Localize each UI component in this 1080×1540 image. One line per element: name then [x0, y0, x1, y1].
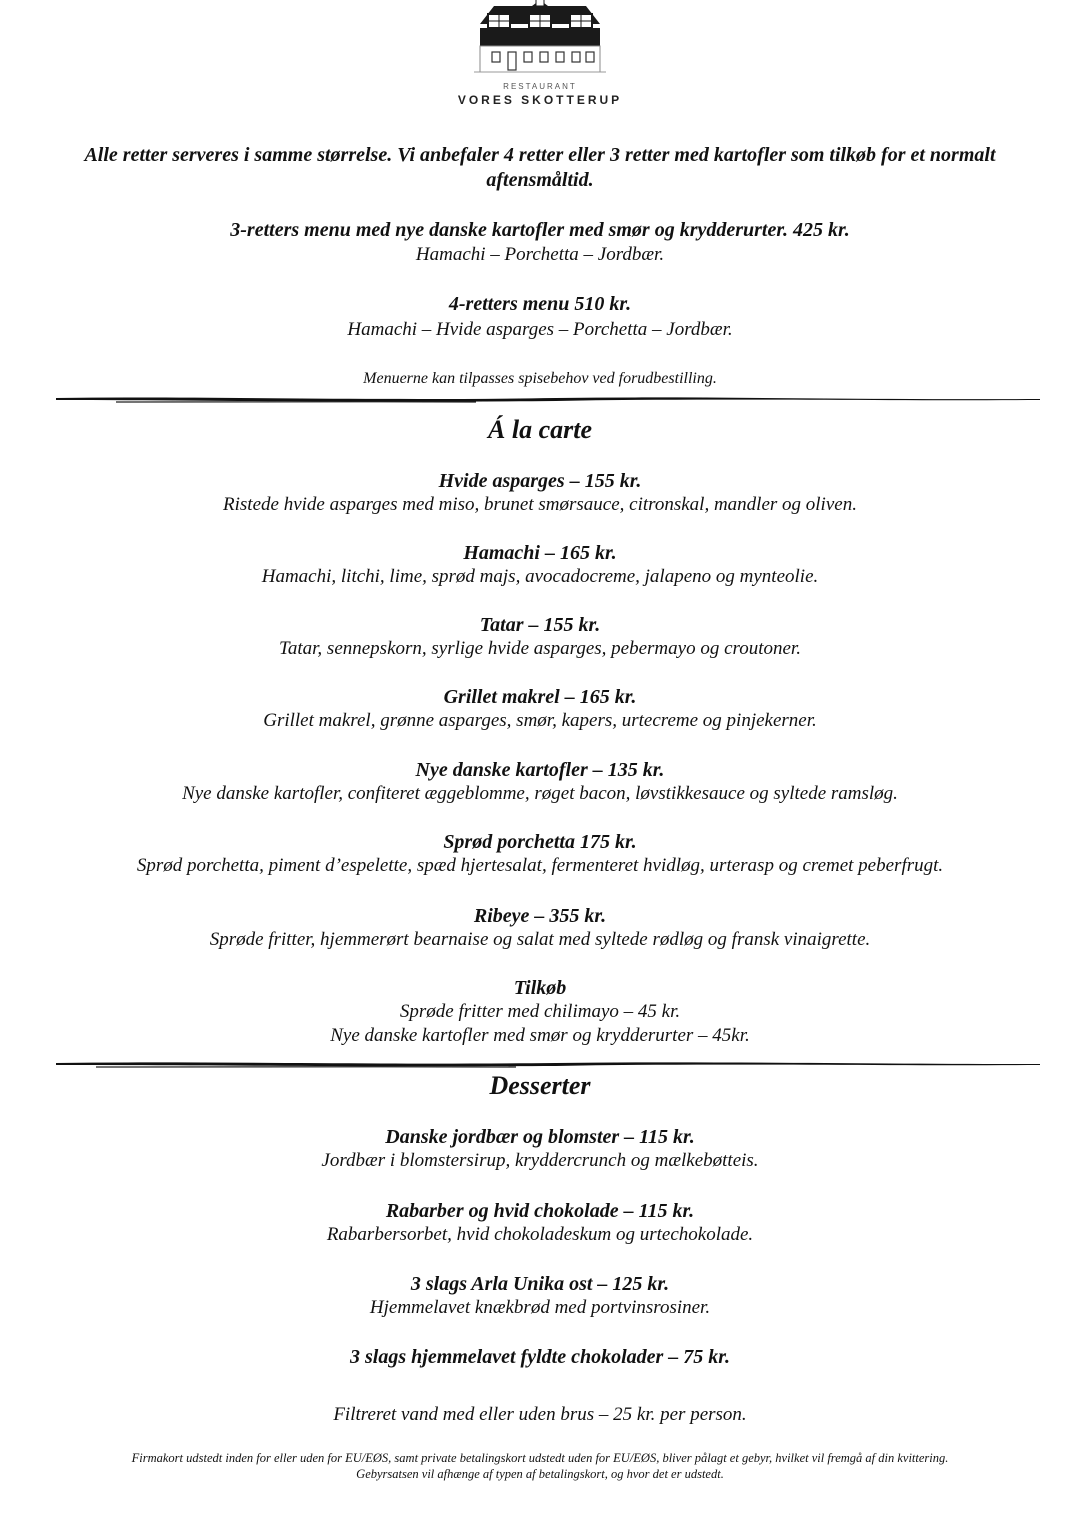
logo-name: VORES SKOTTERUP	[457, 93, 623, 107]
dish-title: Hvide asparges – 155 kr.	[438, 470, 642, 492]
dish-description: Sprød porchetta, piment d’espelette, spæd hjertesalat, fermenteret hvidløg, urterasp og cremet peberfrugt.	[136, 855, 944, 876]
dish-description: Grillet makrel, grønne asparges, smør, kapers, urtecreme og pinjekerner.	[263, 710, 817, 731]
dish-title: Hamachi – 165 kr.	[463, 542, 617, 564]
dish-description: Tatar, sennepskorn, syrlige hvide asparges, pebermayo og croutoner.	[279, 638, 801, 659]
dessert-description: Rabarbersorbet, hvid chokoladeskum og urtechokolade.	[326, 1224, 754, 1245]
restaurant-logo	[440, 0, 640, 110]
water-note: Filtreret vand med eller uden brus – 25 kr. per person.	[333, 1404, 747, 1425]
brush-divider	[56, 1058, 1040, 1070]
footer-line: Gebyrsatsen vil afhænge af typen af betalingskort, og hvor det er udstedt.	[356, 1467, 724, 1481]
dish-title: Grillet makrel – 165 kr.	[443, 686, 637, 708]
alacarte-heading: Á la carte	[488, 415, 592, 444]
dessert-title: 3 slags hjemmelavet fyldte chokolader – 75 kr.	[350, 1346, 730, 1368]
intro-text: Alle retter serveres i samme størrelse. Vi anbefaler 4 retter eller 3 retter med kartofler som tilkøb for et normalt aftensmåltid.	[84, 144, 996, 191]
desserts-heading: Desserter	[489, 1071, 591, 1100]
dish-title: Sprød porchetta 175 kr.	[443, 831, 637, 853]
dish-title: Nye danske kartofler – 135 kr.	[415, 759, 665, 781]
extras-title: Tilkøb	[513, 977, 567, 999]
house-icon	[474, 0, 606, 78]
dish-description: Nye danske kartofler, confiteret æggeblomme, røget bacon, løvstikkesauce og syltede ramsløg.	[182, 783, 898, 804]
menu-3-courses: Hamachi – Porchetta – Jordbær.	[415, 244, 665, 265]
dessert-title: Rabarber og hvid chokolade – 115 kr.	[385, 1200, 695, 1222]
dessert-title: Danske jordbær og blomster – 115 kr.	[385, 1126, 695, 1148]
dish-description: Hamachi, litchi, lime, sprød majs, avocadocreme, jalapeno og mynteolie.	[261, 566, 819, 587]
dish-title: Tatar – 155 kr.	[479, 614, 601, 636]
footer-line: Firmakort udstedt inden for eller uden for EU/EØS, samt private betalingskort udstedt uden for EU/EØS, bliver pålagt et gebyr, hvilket vil fremgå af din kvittering.	[131, 1451, 949, 1465]
menu-3-title: 3-retters menu med nye danske kartofler med smør og krydderurter. 425 kr.	[230, 219, 850, 241]
menu-4-courses: Hamachi – Hvide asparges – Porchetta – Jordbær.	[347, 319, 733, 340]
dessert-description: Jordbær i blomstersirup, kryddercrunch og mælkebøtteis.	[321, 1150, 759, 1171]
extras-line: Nye danske kartofler med smør og krydderurter – 45kr.	[330, 1025, 750, 1046]
menu-note: Menuerne kan tilpasses spisebehov ved forudbestilling.	[363, 370, 717, 387]
extras-line: Sprøde fritter med chilimayo – 45 kr.	[399, 1001, 681, 1022]
dessert-description: Hjemmelavet knækbrød med portvinsrosiner.	[369, 1297, 711, 1318]
logo-subtitle: RESTAURANT	[503, 82, 577, 91]
dish-description: Sprøde fritter, hjemmerørt bearnaise og salat med syltede rødløg og fransk vinaigrette.	[209, 929, 871, 950]
dessert-title: 3 slags Arla Unika ost – 125 kr.	[410, 1273, 670, 1295]
brush-divider	[56, 394, 1040, 406]
dish-title: Ribeye – 355 kr.	[473, 905, 607, 927]
menu-4-title: 4-retters menu 510 kr.	[448, 293, 632, 315]
dish-description: Ristede hvide asparges med miso, brunet smørsauce, citronskal, mandler og oliven.	[223, 494, 857, 515]
